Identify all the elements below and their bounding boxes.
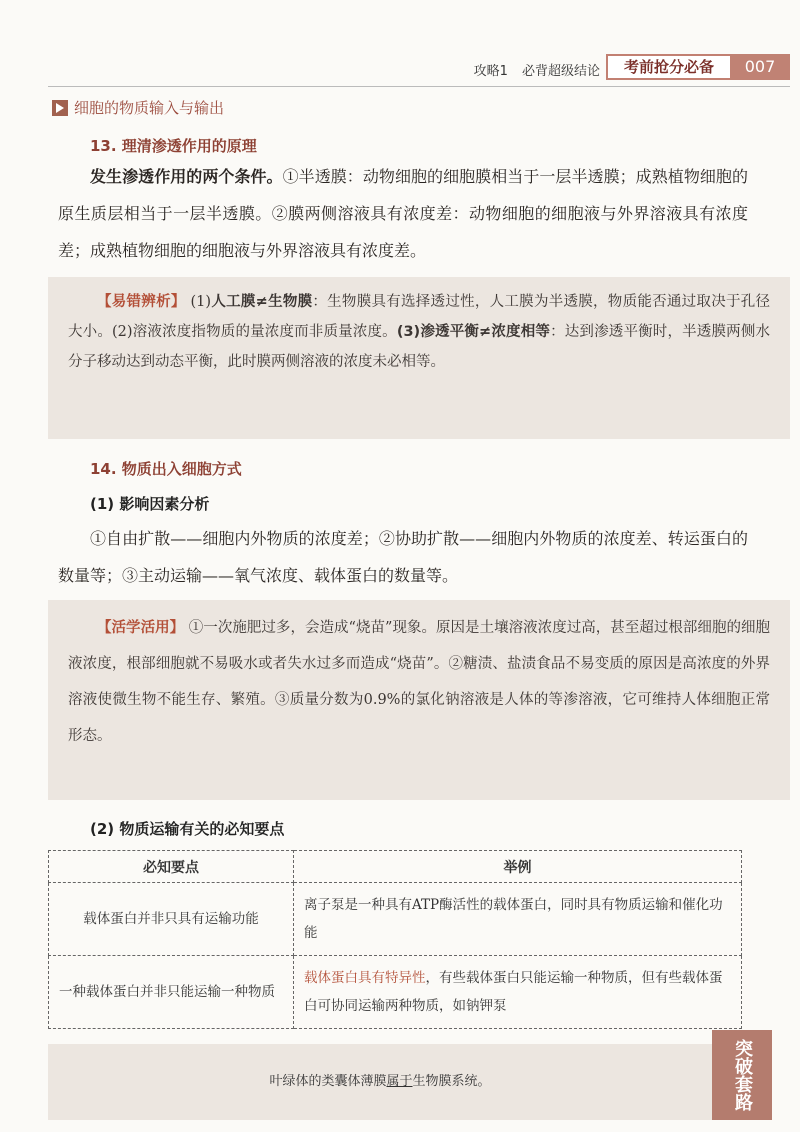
item14-title: 14. 物质出入细胞方式 — [90, 460, 242, 478]
apply-box — [48, 600, 790, 800]
page-header — [0, 52, 800, 82]
arrow-icon — [52, 100, 68, 116]
side-tab: 突破套路 — [712, 1030, 772, 1120]
table-header-point: 必知要点 — [49, 851, 294, 883]
table-cell-point: 载体蛋白并非只具有运输功能 — [49, 883, 294, 956]
item13-body: ①半透膜：动物细胞的细胞膜相当于一层半透膜；成熟植物细胞的原生质层相当于一层半透膜。②膜两侧溶液具有浓度差：动物细胞的细胞液与外界溶液具有浓度差；成熟植物细胞的细胞液与外界溶液具有浓度差。 — [58, 167, 748, 260]
table-row — [49, 956, 742, 1029]
error-p1 — [68, 287, 770, 377]
apply-text: ①一次施肥过多，会造成“烧苗”现象。原因是土壤溶液浓度过高，甚至超过根部细胞的细胞液浓度，根部细胞就不易吸水或者失水过多而造成“烧苗”。②糖渍、盐渍食品不易变质的原因是高浓度的外界溶液使微生物不能生存、繁殖。③质量分数为0.9%的氯化钠溶液是人体的等渗溶液，它可维持人体细胞正常形态。 — [68, 620, 771, 744]
header-breadcrumb — [464, 60, 600, 79]
knowledge-table — [48, 850, 742, 1029]
item13-paragraph — [58, 158, 748, 269]
section-title-text: 细胞的物质输入与输出 — [74, 99, 225, 117]
header-part: 攻略1 — [473, 64, 508, 79]
footer-note — [48, 1044, 712, 1120]
highlight-text: 载体蛋白具有特异性 — [304, 970, 426, 986]
table-cell-point: 一种载体蛋白并非只能运输一种物质 — [49, 956, 294, 1029]
error-p1-bold: 人工膜≠生物膜 — [211, 294, 313, 310]
error-analysis-box — [48, 277, 790, 439]
apply-paragraph — [68, 610, 770, 754]
table-header-example: 举例 — [294, 851, 742, 883]
footer-pre: 叶绿体的类囊体薄膜 — [269, 1074, 387, 1089]
error-tag: 【易错辨析】 — [97, 294, 186, 310]
header-divider — [48, 86, 790, 87]
table-cell-example-rest: ，有些载体蛋白只能运输一种物质，但有些载体蛋白可协同运输两种物质，如钠钾泵 — [304, 970, 723, 1014]
error-p1-num: (1) — [190, 294, 212, 310]
header-brand: 考前抢分必备 — [606, 54, 730, 80]
item14-paragraph: ①自由扩散——细胞内外物质的浓度差；②协助扩散——细胞内外物质的浓度差、转运蛋白的数量等；③主动运输——氧气浓度、载体蛋白的数量等。 — [58, 529, 748, 585]
footer-underlined: 属于 — [386, 1074, 413, 1089]
error-p3-text: ：达到渗透平衡时，半透膜两侧水分子移动达到动态平衡，此时膜两侧溶液的浓度未必相等。 — [68, 324, 770, 370]
error-p1-text: ：生物膜具有选择透过性，人工膜为半透膜，物质能否通过取决于孔径大小。(2)溶液浓度指物质的量浓度而非质量浓度。 — [68, 294, 771, 340]
table-cell-example: 离子泵是一种具有ATP酶活性的载体蛋白，同时具有物质运输和催化功能 — [294, 883, 742, 956]
page-number: 007 — [730, 54, 790, 80]
section-title — [52, 97, 224, 118]
item14-sub2: (2) 物质运输有关的必知要点 — [90, 820, 285, 838]
table-row — [49, 883, 742, 956]
footer-post: 生物膜系统。 — [412, 1074, 491, 1089]
item13-title: 13. 理清渗透作用的原理 — [90, 137, 257, 155]
item13-lead: 发生渗透作用的两个条件。 — [90, 167, 283, 186]
header-section: 必背超级结论 — [521, 64, 600, 79]
item14-sub1: (1) 影响因素分析 — [90, 495, 210, 513]
error-p3-bold: (3)渗透平衡≠浓度相等 — [396, 324, 551, 340]
apply-tag: 【活学活用】 — [97, 620, 185, 636]
table-cell-example — [294, 956, 742, 1029]
table-header-row — [49, 851, 742, 883]
